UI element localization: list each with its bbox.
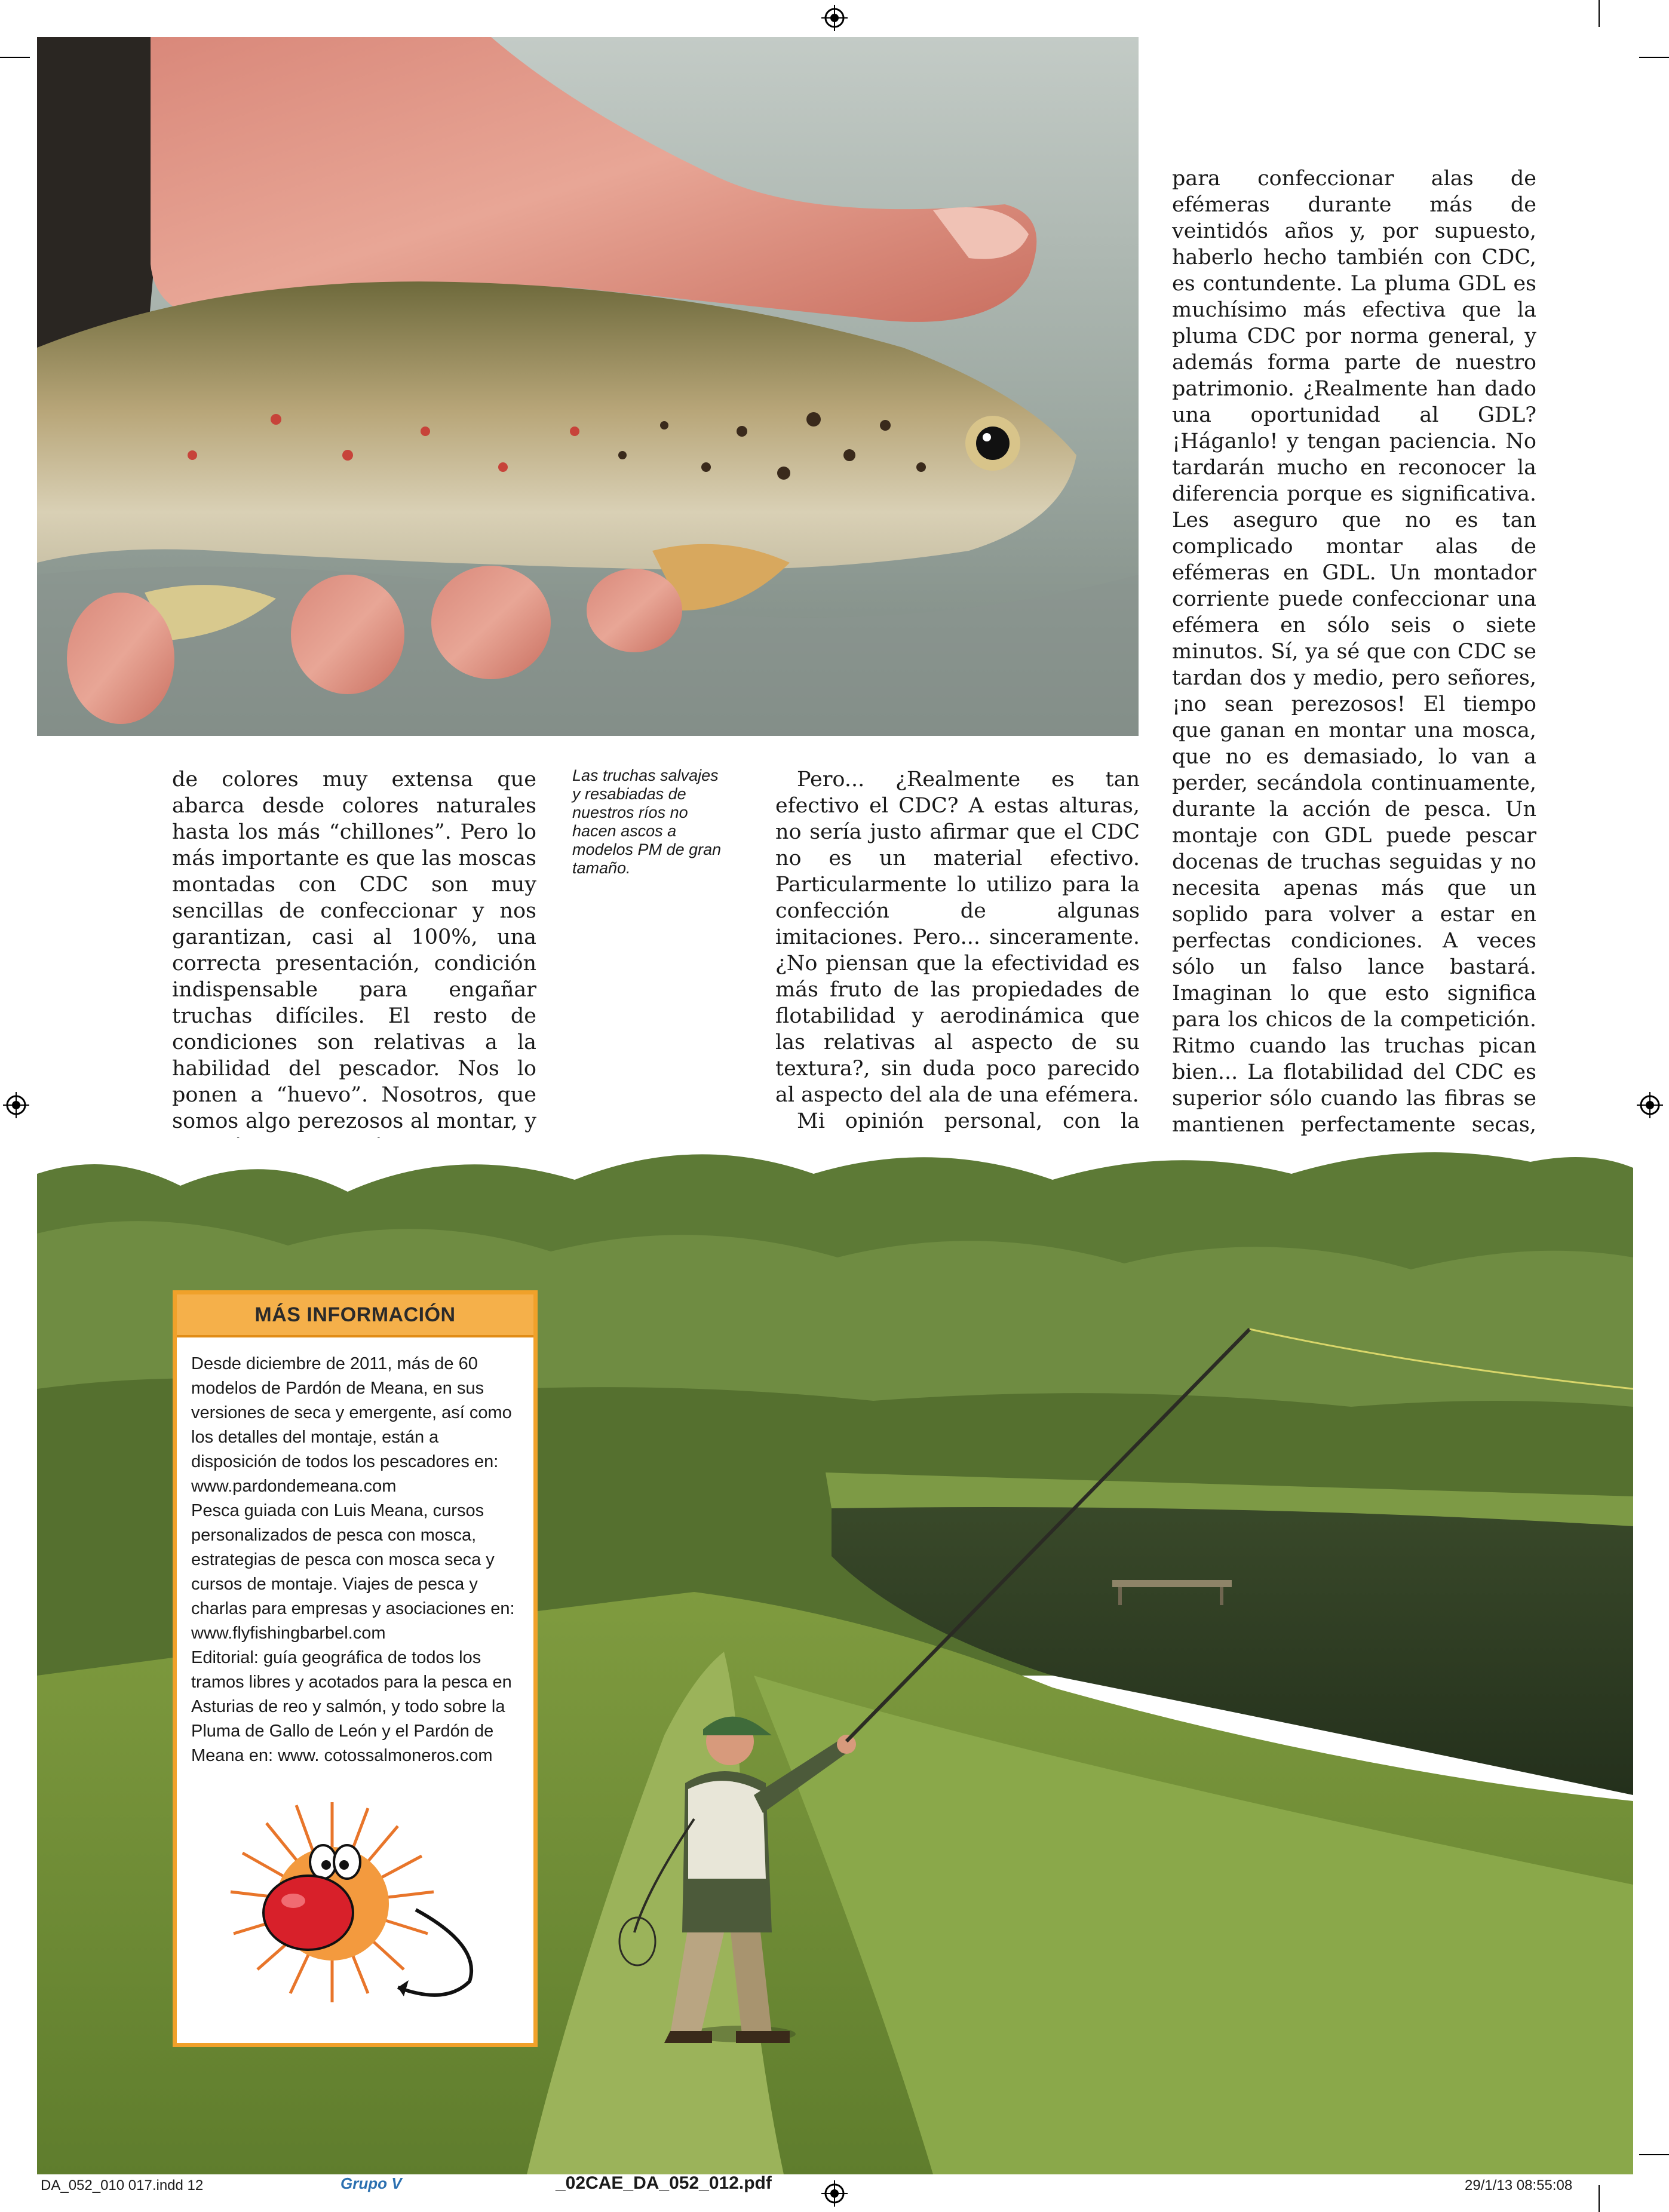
photo-caption: Las truchas salvajes y resabiadas de nuestros ríos no hacen ascos a modelos PM de gran tamaño.	[572, 766, 722, 877]
registration-mark-icon	[821, 5, 848, 31]
crop-mark	[1639, 57, 1669, 58]
crop-mark	[1599, 2185, 1600, 2212]
footer-pdf-name: _02CAE_DA_052_012.pdf	[556, 2173, 772, 2193]
registration-mark-icon	[3, 1092, 29, 1118]
article-column-1	[172, 766, 536, 1187]
article-paragraph: para confeccionar alas de efémeras durante más de veintidós años y, por supuesto, haberlo hecho también con CDC, es contundente. La pluma GDL es muchísimo más efectiva que la pluma CDC por norma general, y además forma parte de nuestro patrimonio. ¿Realmente han dado una oportunidad al GDL? ¡Háganlo! y tengan paciencia. No tardarán mucho en reconocer la diferencia porque es significativa. Les aseguro que no es tan complicado montar alas de efémeras en GDL. Un montador corriente puede confeccionar una efémera en sólo seis o siete minutos. Sí, ya sé que con CDC se tardan dos y medio, pero señores, ¡no sean perezosos! El tiempo que ganan en montar una mosca, que no es demasiado, lo van a perder, secándola continuamente, durante la acción de pesca. Un montaje con GDL puede pescar docenas de truchas seguidas y no necesita apenas más que un soplido para volver a estar en perfectas condiciones. A veces sólo un falso lance bastará. Imaginan lo que esto significa para los chicos de la competición. Ritmo cuando las truchas pican bien... La flotabilidad del CDC es superior sólo cuando las fibras se mantienen perfectamente secas,	[1172, 167, 1536, 1137]
trout-in-hand-illustration	[37, 37, 1139, 736]
footer-publisher-logo: Grupo V	[340, 2174, 402, 2192]
article-paragraph: Pero... ¿Realmente es tan efectivo el CDC? A estas alturas, no sería justo afirmar que el CDC no es un material efectivo. Particularmente lo utilizo para la confección de algunas imitaciones. Pero... sinceramente. ¿No piensan que la efectividad es más fruto de las propiedades de flotabilidad y aerodinámica que las relativas al aspecto de su textura?, sin duda poco parecido al aspecto del ala de una efémera.	[775, 768, 1140, 1107]
info-box-title: MÁS INFORMACIÓN	[177, 1294, 533, 1337]
info-paragraph: Pesca guiada con Luis Meana, cursos personalizados de pesca con mosca, estrategias de pesca con mosca seca y cursos de montaje. Viajes de pesca y charlas para empresas y asociaciones en: www.flyfishingbarbel.com	[191, 1501, 515, 1643]
more-information-box	[173, 1290, 538, 2047]
article-column-4	[1172, 165, 1536, 1269]
article-paragraph: Mi opinión personal, con la	[797, 1109, 1140, 1133]
crop-mark	[1639, 2154, 1669, 2155]
crop-mark	[1599, 0, 1600, 27]
pardon-fly-mascot-icon	[219, 1790, 505, 2011]
trout-photo	[37, 37, 1139, 736]
crop-mark	[0, 57, 30, 58]
registration-mark-icon	[821, 2180, 848, 2207]
footer-file-name: DA_052_010 017.indd 12	[41, 2177, 204, 2193]
info-paragraph: Editorial: guía geográfica de todos los tramos libres y acotados para la pesca en Asturias de reo y salmón, y todo sobre la Pluma de Gallo de León y el Pardón de Meana en: www. cotossalmoneros.com	[191, 1648, 512, 1765]
info-box-body	[191, 1352, 526, 1768]
info-paragraph: Desde diciembre de 2011, más de 60 modelos de Pardón de Meana, en sus versiones de seca y emergente, así como los detalles del montaje, están a disposición de todos los pescadores en: www.pardondemeana.com	[191, 1354, 512, 1496]
registration-mark-icon	[1637, 1092, 1663, 1118]
footer-timestamp: 29/1/13 08:55:08	[1465, 2177, 1573, 2193]
article-paragraph: de colores muy extensa que abarca desde colores naturales hasta los más “chillones”. Pero lo más importante es que las moscas montadas con CDC son muy sencillas de confeccionar y nos garantizan, casi al 100%, una correcta presentación, condición indispensable para engañar truchas difíciles. El resto de condiciones son relativas a la habilidad del pescador. Nos lo ponen a “huevo”. Nosotros, que somos algo perezosos al montar, y	[172, 768, 536, 1133]
article-column-3	[775, 766, 1140, 1187]
